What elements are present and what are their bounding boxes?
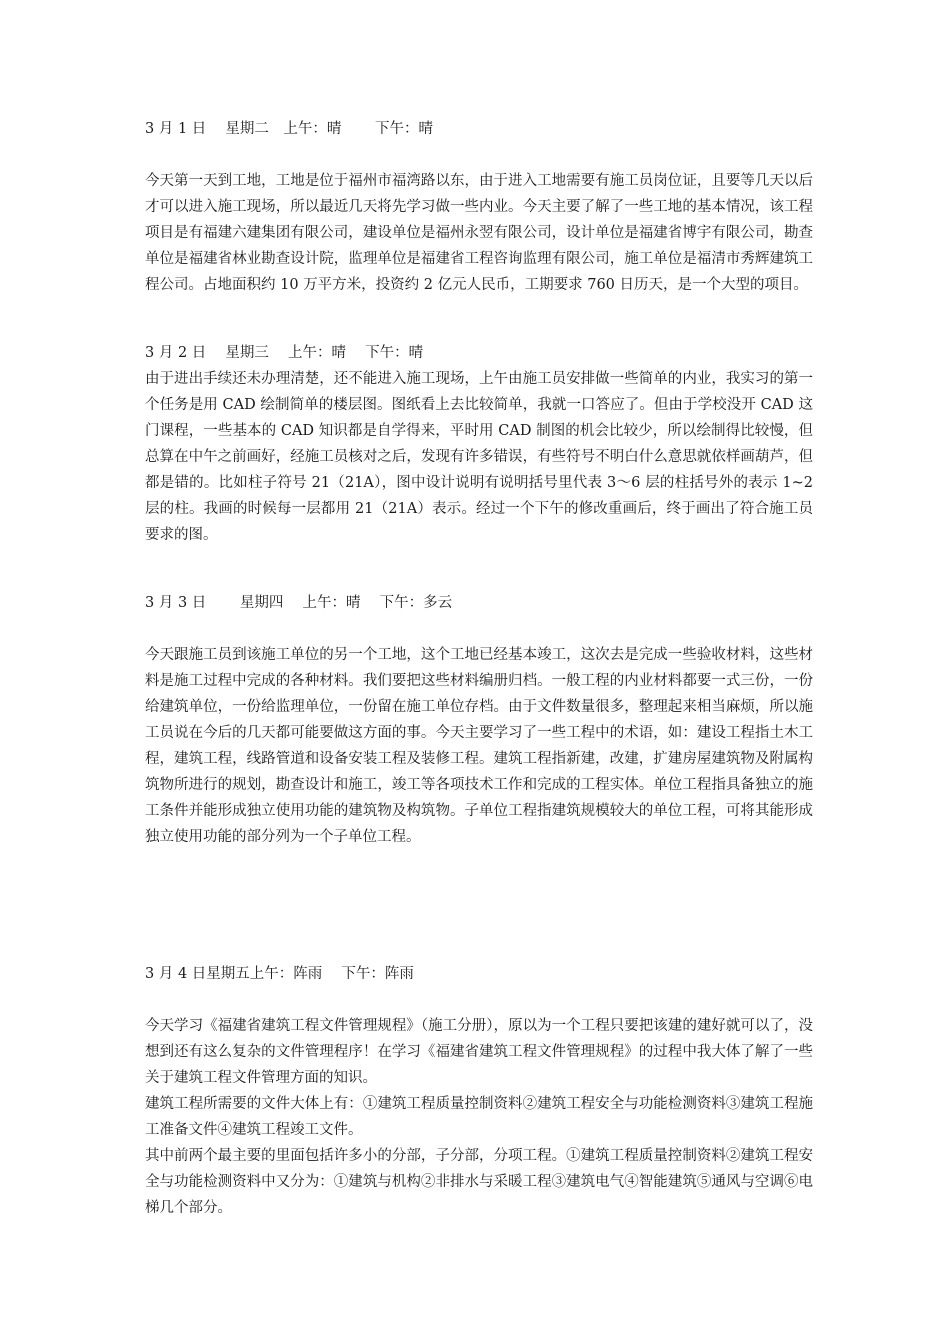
diary-entry-mar-2 xyxy=(145,340,813,548)
entry-paragraph: 其中前两个最主要的里面包括许多小的分部，子分部，分项工程。①建筑工程质量控制资料②建筑工程安全与功能检测资料中又分为：①建筑与机构②非排水与采暖工程③建筑电气④智能建筑⑤通风与空调⑥电梯几个部分。 xyxy=(145,1148,813,1216)
entry-date-line: 3 月 4 日星期五上午：阵雨 下午：阵雨 xyxy=(145,966,414,982)
entry-paragraph: 建筑工程所需要的文件大体上有：①建筑工程质量控制资料②建筑工程安全与功能检测资料③建筑工程施工准备文件④建筑工程竣工文件。 xyxy=(145,1096,813,1138)
diary-entry-mar-1 xyxy=(145,116,813,298)
entry-paragraph: 今天学习《福建省建筑工程文件管理规程》（施工分册），原以为一个工程只要把该建的建好就可以了，没想到还有这么复杂的文件管理程序！在学习《福建省建筑工程文件管理规程》的过程中我大体了解了一些关于建筑工程文件管理方面的知识。 xyxy=(145,1018,813,1086)
entry-paragraph: 由于进出手续还未办理清楚，还不能进入施工现场，上午由施工员安排做一些简单的内业，我实习的第一个任务是用 CAD 绘制简单的楼层图。图纸看上去比较简单，我就一口答应了。但由于学校没开 CAD 这门课程，一些基本的 CAD 知识都是自学得来，平时用 CAD 制图的机会比较少，所以绘制得比较慢，但总算在中午之前画好，经施工员核对之后，发现有许多错误，有些符号不明白什么意思就依样画葫芦，但都是错的。比如柱子符号 21（21A），图中设计说明有说明括号里代表 3～6 层的柱括号外的表示 1~2 层的柱。我画的时候每一层都用 21（21A）表示。经过一个下午的修改重画后，终于画出了符合施工员要求的图。 xyxy=(145,371,813,543)
diary-entry-mar-4 xyxy=(145,961,813,1221)
entry-date-line: 3 月 3 日 星期四 上午：晴 下午：多云 xyxy=(145,595,453,611)
diary-entry-mar-3 xyxy=(145,590,813,850)
entry-paragraph: 今天第一天到工地，工地是位于福州市福湾路以东，由于进入工地需要有施工员岗位证，且要等几天以后才可以进入施工现场，所以最近几天将先学习做一些内业。今天主要了解了一些工地的基本情况，该工程项目是有福建六建集团有限公司，建设单位是福州永翌有限公司，设计单位是福建省博宇有限公司，勘查单位是福建省林业勘查设计院，监理单位是福建省工程咨询监理有限公司，施工单位是福清市秀辉建筑工程公司。占地面积约 10 万平方米，投资约 2 亿元人民币，工期要求 760 日历天，是一个大型的项目。 xyxy=(145,173,813,293)
entry-paragraph: 今天跟施工员到该施工单位的另一个工地，这个工地已经基本竣工，这次去是完成一些验收材料，这些材料是施工过程中完成的各种材料。我们要把这些材料编册归档。一般工程的内业材料都要一式三份，一份给建筑单位，一份给监理单位，一份留在施工单位存档。由于文件数量很多，整理起来相当麻烦，所以施工员说在今后的几天都可能要做这方面的事。今天主要学习了一些工程中的术语，如：建设工程指土木工程，建筑工程，线路管道和设备安装工程及装修工程。建筑工程指新建，改建，扩建房屋建筑物及附属构筑物所进行的规划，勘查设计和施工，竣工等各项技术工作和完成的工程实体。单位工程指具备独立的施工条件并能形成独立使用功能的建筑物及构筑物。子单位工程指建筑规模较大的单位工程，可将其能形成独立使用功能的部分列为一个子单位工程。 xyxy=(145,647,813,845)
entry-date-line: 3 月 1 日 星期二 上午：晴 下午：晴 xyxy=(145,121,433,137)
entry-date-line: 3 月 2 日 星期三 上午：晴 下午：晴 xyxy=(145,345,424,361)
